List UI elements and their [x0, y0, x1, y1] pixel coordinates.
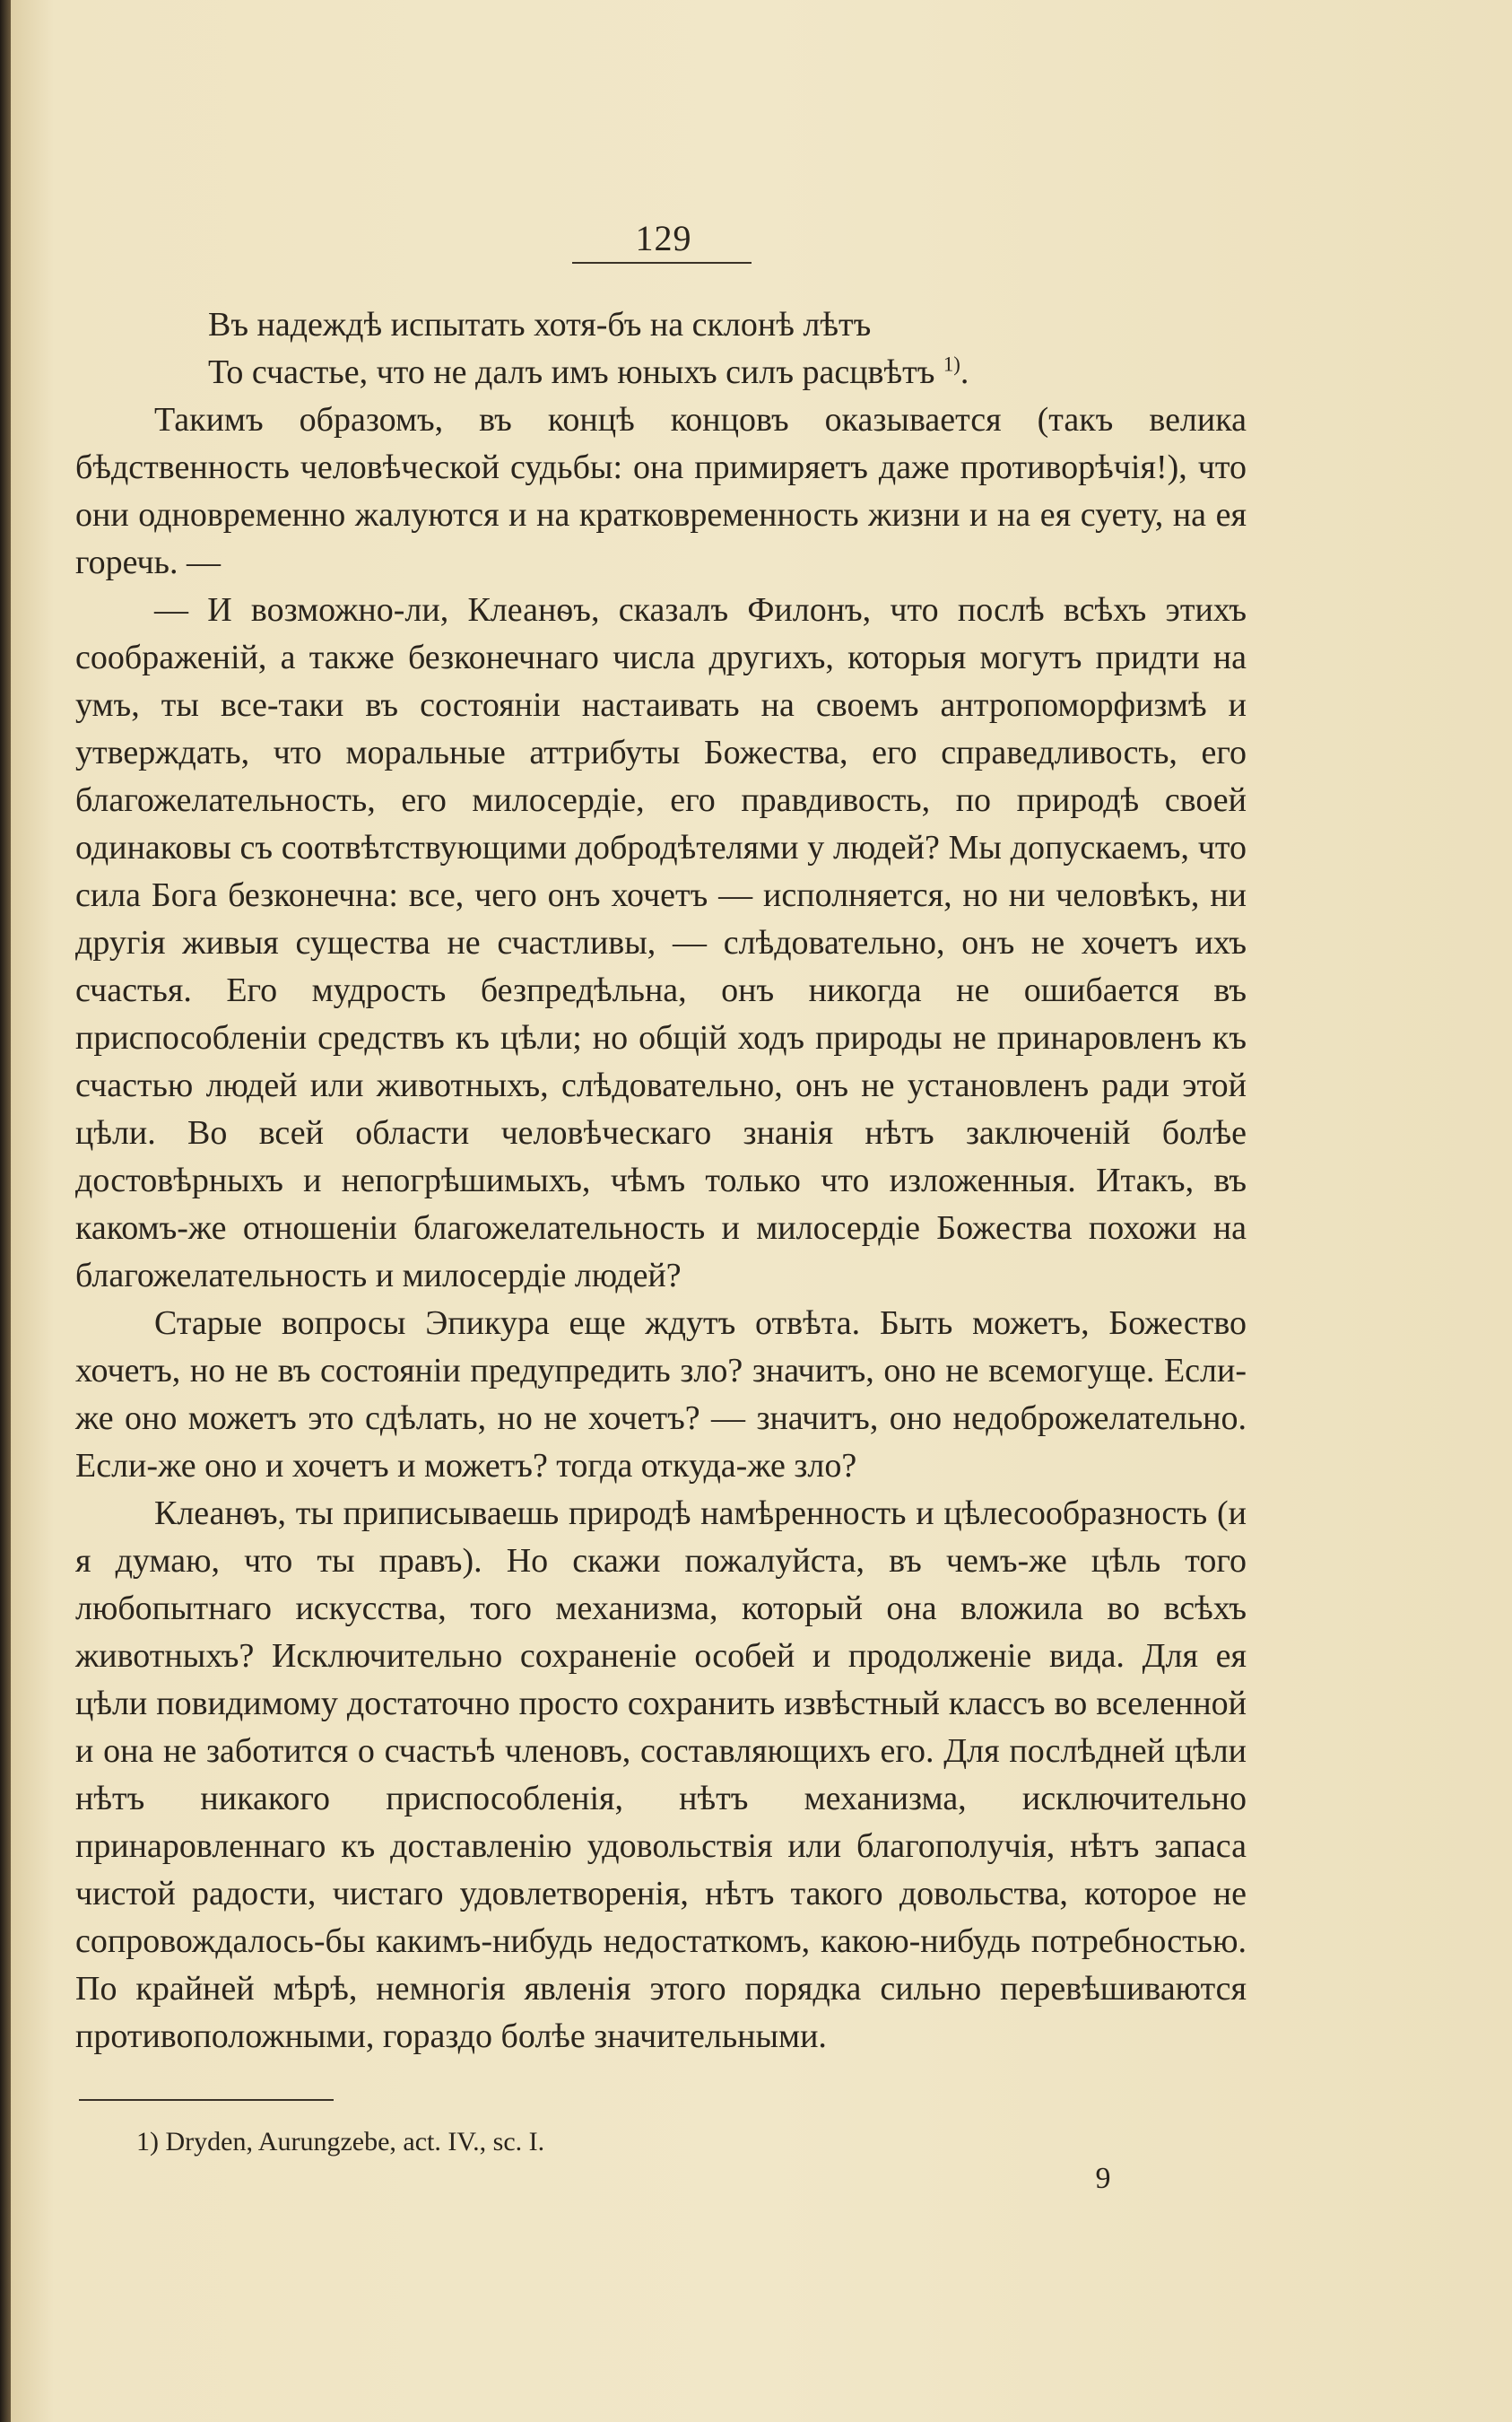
page-number-rule — [572, 262, 752, 264]
paragraph-4: Клеанѳъ, ты приписываешь природѣ намѣренность и цѣлесообразность (и я думаю, что ты правъ). Но скажи пожалуйста, въ чемъ-же цѣль того любопытнаго искусства, того механизма, который она вложила во всѣхъ животныхъ? Исключительно сохраненіе особей и продолженіе вида. Для ея цѣли повидимому достаточно просто сохранить извѣстный классъ во вселенной и она не заботится о счастьѣ членовъ, составляющихъ его. Для послѣдней цѣли нѣтъ никакого приспособленія, нѣтъ механизма, исключительно принаровленнаго къ доставленію удовольствія или благополучія, нѣтъ запаса чистой радости, чистаго удовлетворенія, нѣтъ такого довольства, которое не сопровождалось-бы какимъ-нибудь недостаткомъ, какою-нибудь потребностью. По крайней мѣрѣ, немногія явленія этого порядка сильно перевѣшиваются противоположными, гораздо болѣе значительными. — [75, 1494, 1247, 2055]
footnote-rule — [79, 2099, 334, 2101]
footnote: 1) Dryden, Aurungzebe, act. IV., sc. I. — [136, 2127, 545, 2156]
verse-line-1: Въ надеждѣ испытать хотя-бъ на склонѣ лѣтъ — [208, 306, 872, 344]
paragraph-1: Такимъ образомъ, въ концѣ концовъ оказывается (такъ велика бѣдственность человѣческой судьбы: она примиряетъ даже противорѣчія!), что они одновременно жалуются и на кратковременность жизни и на ея суету, на ея горечь. — — [75, 401, 1247, 581]
verse-line-2: То счастье, что не далъ имъ юныхъ силъ расцвѣтъ $^{1)}$. — [208, 353, 969, 391]
paragraph-3: Старые вопросы Эпикура еще ждутъ отвѣта. Быть можетъ, Божество хочетъ, но не въ состояніи предупредить зло? значитъ, оно не всемогуще. Если-же оно можетъ это сдѣлать, но не хочетъ? — значитъ, оно недоброжелательно. Если-же оно и хочетъ и можетъ? тогда откуда-же зло? — [75, 1304, 1247, 1485]
verse-line-2-text: То счастье, что не далъ имъ юныхъ силъ расцвѣтъ — [208, 353, 935, 391]
book-spine-edge — [0, 0, 11, 2422]
signature-mark: 9 — [1095, 2162, 1111, 2195]
paragraph-2: — И возможно-ли, Клеанѳъ, сказалъ Филонъ, что послѣ всѣхъ этихъ соображеній, а также безконечнаго числа другихъ, которыя могутъ придти на умъ, ты все-таки въ состояніи настаивать на своемъ антропоморфизмѣ и утверждать, что моральные аттрибуты Божества, его справедливость, его благожелательность, его милосердіе, его правдивость, по природѣ своей одинаковы съ соотвѣтствующими добродѣтелями у людей? Мы допускаемъ, что сила Бога безконечна: все, чего онъ хочетъ — исполняется, но ни человѣкъ, ни другія живыя существа не счастливы, — слѣдовательно, онъ не хочетъ ихъ счастья. Его мудрость безпредѣльна, онъ никогда не ошибается въ приспособленіи средствъ къ цѣли; но общій ходъ природы не принаровленъ къ счастью людей или животныхъ, слѣдовательно, онъ не установленъ ради этой цѣли. Во всей области человѣческаго знанія нѣтъ заключеній болѣе достовѣрныхъ и непогрѣшимыхъ, чѣмъ только что изложенныя. Итакъ, въ какомъ-же отношеніи благожелательность и милосердіе Божества похожи на благожелательность и милосердіе людей? — [75, 591, 1247, 1294]
footnote-marker: 1) — [943, 353, 960, 376]
page-number: 129 — [635, 218, 692, 258]
body-text — [75, 301, 1247, 2060]
